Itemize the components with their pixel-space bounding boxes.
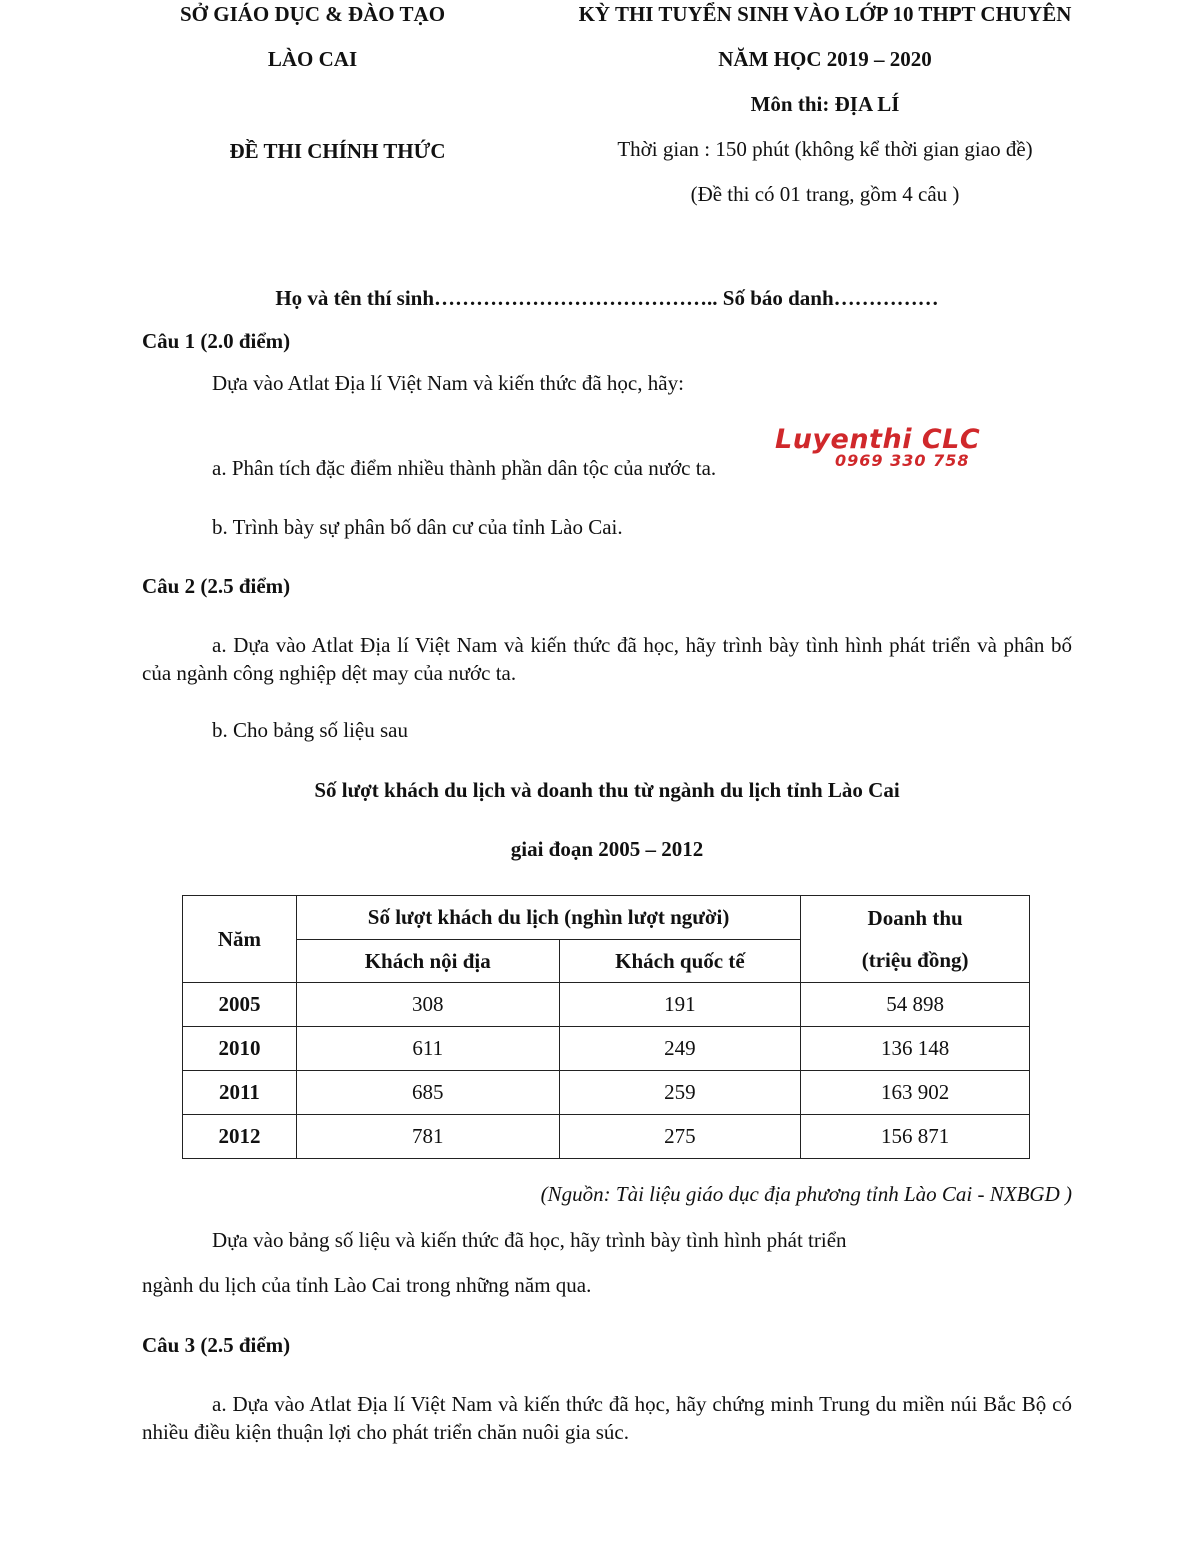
- cell-year: 2012: [183, 1115, 297, 1159]
- question-3-title: Câu 3 (2.5 điểm): [142, 1333, 291, 1357]
- question-2-part-b: b. Cho bảng số liệu sau: [212, 718, 408, 742]
- cell-international: 191: [559, 983, 801, 1027]
- cell-year: 2010: [183, 1027, 297, 1071]
- col-header-visitors: Số lượt khách du lịch (nghìn lượt người): [296, 896, 800, 940]
- col-header-international: Khách quốc tế: [559, 940, 801, 983]
- question-2-part-a: a. Dựa vào Atlat Địa lí Việt Nam và kiến thức đã học, hãy trình bày tình hình phát triển và phân bố của ngành công nghiệp dệt may của nước ta.: [142, 633, 1072, 685]
- cell-revenue: 136 148: [801, 1027, 1030, 1071]
- table-source: (Nguồn: Tài liệu giáo dục địa phương tỉnh Lào Cai - NXBGD ): [540, 1182, 1072, 1206]
- cell-revenue: 54 898: [801, 983, 1030, 1027]
- cell-year: 2005: [183, 983, 297, 1027]
- cell-international: 259: [559, 1071, 801, 1115]
- watermark-phone: 0969 330 758: [835, 451, 970, 470]
- header-department: SỞ GIÁO DỤC & ĐÀO TẠO: [179, 2, 446, 26]
- cell-domestic: 611: [296, 1027, 559, 1071]
- exam-subject: Môn thi: ĐỊA LÍ: [750, 92, 900, 116]
- cell-revenue: 156 871: [801, 1115, 1030, 1159]
- table-row: [183, 1027, 1030, 1071]
- col-header-domestic: Khách nội địa: [296, 940, 559, 983]
- candidate-info-line: Họ và tên thí sinh………………………………….. Số báo danh……………: [275, 286, 939, 310]
- exam-title: KỲ THI TUYỂN SINH VÀO LỚP 10 THPT CHUYÊN: [578, 2, 1072, 26]
- col-header-revenue-line1: Doanh thu: [867, 906, 963, 930]
- cell-international: 275: [559, 1115, 801, 1159]
- table-row: [183, 983, 1030, 1027]
- official-exam-label: ĐỀ THI CHÍNH THỨC: [229, 139, 446, 163]
- question-1-intro: Dựa vào Atlat Địa lí Việt Nam và kiến thức đã học, hãy:: [212, 371, 684, 395]
- school-year: NĂM HỌC 2019 – 2020: [718, 47, 932, 71]
- cell-year: 2011: [183, 1071, 297, 1115]
- table-row: [183, 1071, 1030, 1115]
- cell-domestic: 685: [296, 1071, 559, 1115]
- question-1-title: Câu 1 (2.0 điểm): [142, 329, 291, 353]
- cell-domestic: 308: [296, 983, 559, 1027]
- table-period: giai đoạn 2005 – 2012: [510, 837, 704, 861]
- question-3-part-a: a. Dựa vào Atlat Địa lí Việt Nam và kiến thức đã học, hãy chứng minh Trung du miền núi Bắc Bộ có nhiều điều kiện thuận lợi cho phát triển chăn nuôi gia súc.: [142, 1392, 1072, 1444]
- tourism-table: [182, 895, 1030, 1159]
- question-1-part-b: b. Trình bày sự phân bố dân cư của tỉnh Lào Cai.: [212, 515, 623, 539]
- cell-revenue: 163 902: [801, 1071, 1030, 1115]
- question-2-task-line2: ngành du lịch của tỉnh Lào Cai trong những năm qua.: [142, 1273, 592, 1297]
- exam-page-info: (Đề thi có 01 trang, gồm 4 câu ): [690, 182, 960, 206]
- question-1-part-a: a. Phân tích đặc điểm nhiều thành phần dân tộc của nước ta.: [212, 456, 717, 480]
- col-header-revenue-line2: (triệu đồng): [861, 948, 969, 972]
- table-row: [183, 1115, 1030, 1159]
- question-2-task-line1: Dựa vào bảng số liệu và kiến thức đã học, hãy trình bày tình hình phát triển: [212, 1228, 847, 1252]
- col-header-revenue: [801, 896, 1030, 983]
- col-header-year: Năm: [183, 896, 297, 983]
- exam-duration: Thời gian : 150 phút (không kể thời gian giao đề): [617, 137, 1033, 161]
- watermark-logo: [775, 424, 980, 470]
- table-title: Số lượt khách du lịch và doanh thu từ ngành du lịch tỉnh Lào Cai: [314, 778, 900, 802]
- watermark-brand: Luyenthi CLC: [775, 424, 981, 455]
- header-province: LÀO CAI: [267, 47, 358, 71]
- cell-international: 249: [559, 1027, 801, 1071]
- question-2-title: Câu 2 (2.5 điểm): [142, 574, 291, 598]
- cell-domestic: 781: [296, 1115, 559, 1159]
